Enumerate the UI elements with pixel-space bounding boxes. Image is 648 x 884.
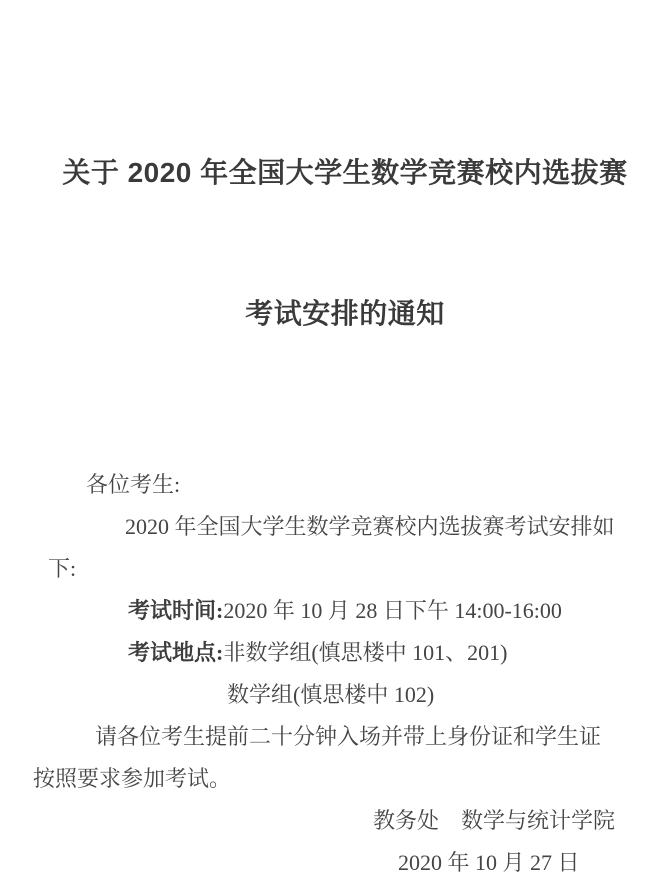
intro-line2: 下:	[48, 556, 77, 581]
salutation: 各位考生:	[86, 472, 181, 497]
exam-location-label: 考试地点:	[128, 640, 224, 665]
exam-location-value-math: 数学组(慎思楼中 102)	[227, 682, 435, 707]
notice-title-line2: 考试安排的通知	[245, 298, 445, 329]
exam-location-value-nonmath: 非数学组(慎思楼中 101、201)	[223, 640, 508, 665]
notice-title	[42, 0, 648, 431]
signature-date: 2020 年 10 月 27 日	[398, 850, 580, 875]
notice-title-line1: 关于 2020 年全国大学生数学竞赛校内选拔赛	[62, 157, 628, 188]
note-line1: 请各位考生提前二十分钟入场并带上身份证和学生证	[95, 724, 602, 749]
exam-time-label: 考试时间:	[128, 598, 224, 623]
note-line2: 按照要求参加考试。	[33, 766, 232, 791]
exam-time-value: 2020 年 10 月 28 日下午 14:00-16:00	[223, 598, 562, 623]
signature-issuers: 教务处 数学与统计学院	[373, 808, 616, 833]
exam-location-line1	[128, 632, 648, 674]
notice-body	[0, 464, 648, 884]
exam-time-line	[128, 590, 648, 632]
intro-line1: 2020 年全国大学生数学竞赛校内选拔赛考试安排如	[125, 514, 615, 539]
